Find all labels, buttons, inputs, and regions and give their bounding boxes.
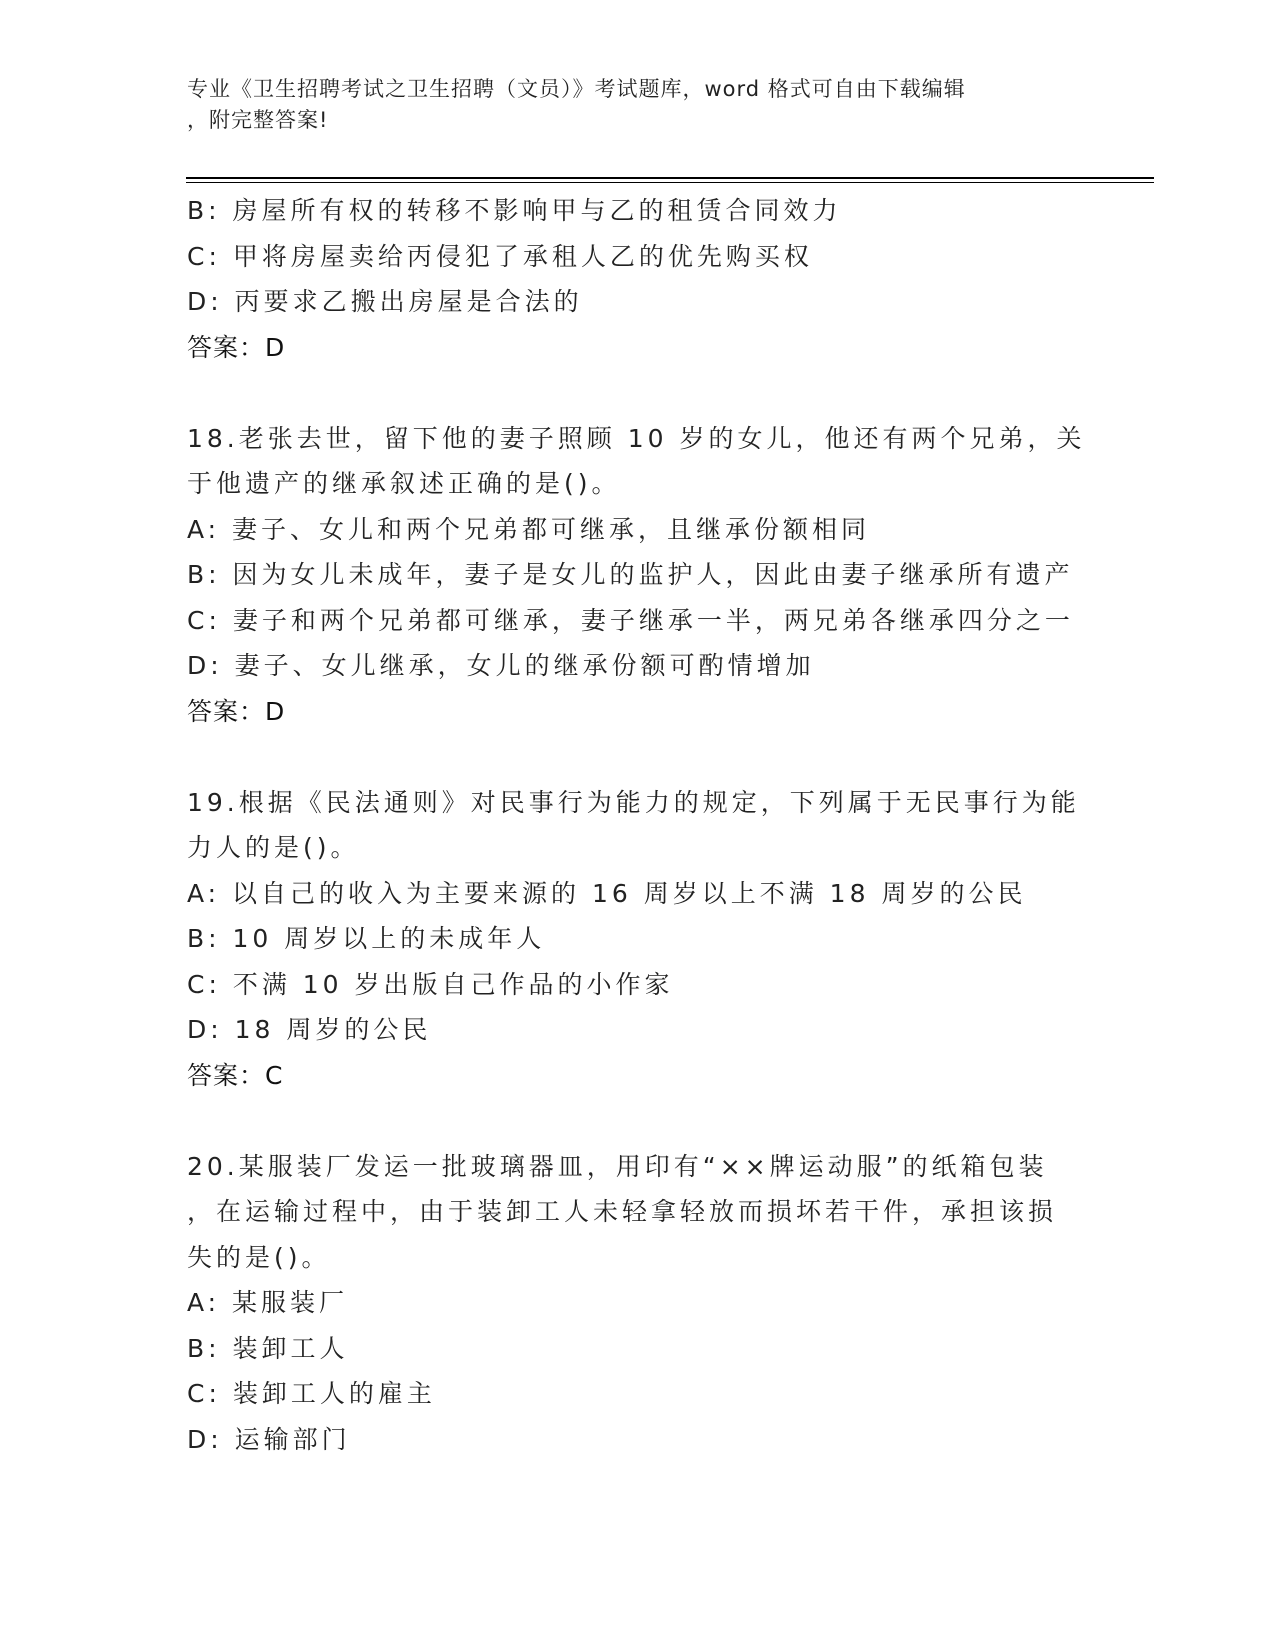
q19-option-c: C: 不满 10 岁出版自己作品的小作家 — [187, 969, 674, 999]
question-20 — [187, 1144, 1087, 1463]
spacer — [187, 734, 1087, 780]
q20-option-c: C: 装卸工人的雇主 — [187, 1379, 436, 1408]
q19-stem-line-1: 19.根据《民法通则》对民事行为能力的规定，下列属于无民事行为能 — [187, 787, 1080, 817]
q19-stem-line-2: 力人的是()。 — [187, 833, 360, 862]
header-divider-thick — [186, 177, 1154, 179]
document-header — [187, 74, 1067, 136]
q18-option-a: A: 妻子、女儿和两个兄弟都可继承，且继承份额相同 — [187, 514, 871, 544]
q20-stem-line-2: ，在运输过程中，由于装卸工人未轻拿轻放而损坏若干件，承担该损 — [187, 1197, 1058, 1226]
question-17-tail — [187, 188, 1087, 370]
q20-option-b: B: 装卸工人 — [187, 1333, 349, 1363]
q19-option-a: A: 以自己的收入为主要来源的 16 周岁以上不满 18 周岁的公民 — [187, 878, 1027, 908]
q18-stem-line-2: 于他遗产的继承叙述正确的是()。 — [187, 469, 621, 498]
spacer — [187, 1098, 1087, 1144]
q19-option-b: B: 10 周岁以上的未成年人 — [187, 924, 546, 953]
q18-option-b: B: 因为女儿未成年，妻子是女儿的监护人，因此由妻子继承所有遗产 — [187, 560, 1074, 589]
q18-stem-line-1: 18.老张去世，留下他的妻子照顾 10 岁的女儿，他还有两个兄弟，关 — [187, 423, 1086, 453]
q20-option-a: A: 某服装厂 — [187, 1288, 349, 1317]
q17-option-c: C: 甲将房屋卖给丙侵犯了承租人乙的优先购买权 — [187, 241, 813, 271]
q18-option-c: C: 妻子和两个兄弟都可继承，妻子继承一半，两兄弟各继承四分之一 — [187, 605, 1074, 635]
q18-option-d: D: 妻子、女儿继承，女儿的继承份额可酌情增加 — [187, 651, 815, 680]
question-19 — [187, 780, 1087, 1099]
q17-option-d: D: 丙要求乙搬出房屋是合法的 — [187, 287, 583, 316]
q20-option-d: D: 运输部门 — [187, 1424, 351, 1454]
q17-option-b: B: 房屋所有权的转移不影响甲与乙的租赁合同效力 — [187, 196, 842, 225]
header-line-2: ，附完整答案! — [187, 108, 329, 132]
header-line-1: 专业《卫生招聘考试之卫生招聘（文员）》考试题库，word 格式可自由下载编辑 — [187, 77, 966, 101]
question-list — [187, 188, 1087, 1462]
q20-stem-line-1: 20.某服装厂发运一批玻璃器皿，用印有“××牌运动服”的纸箱包装 — [187, 1151, 1048, 1181]
q19-answer: 答案：C — [187, 1060, 284, 1090]
q17-answer: 答案：D — [187, 332, 286, 362]
question-18 — [187, 416, 1087, 735]
q19-option-d: D: 18 周岁的公民 — [187, 1015, 432, 1044]
spacer — [187, 370, 1087, 416]
header-divider-thin — [186, 182, 1154, 183]
q20-stem-line-3: 失的是()。 — [187, 1242, 331, 1272]
q18-answer: 答案：D — [187, 696, 286, 726]
